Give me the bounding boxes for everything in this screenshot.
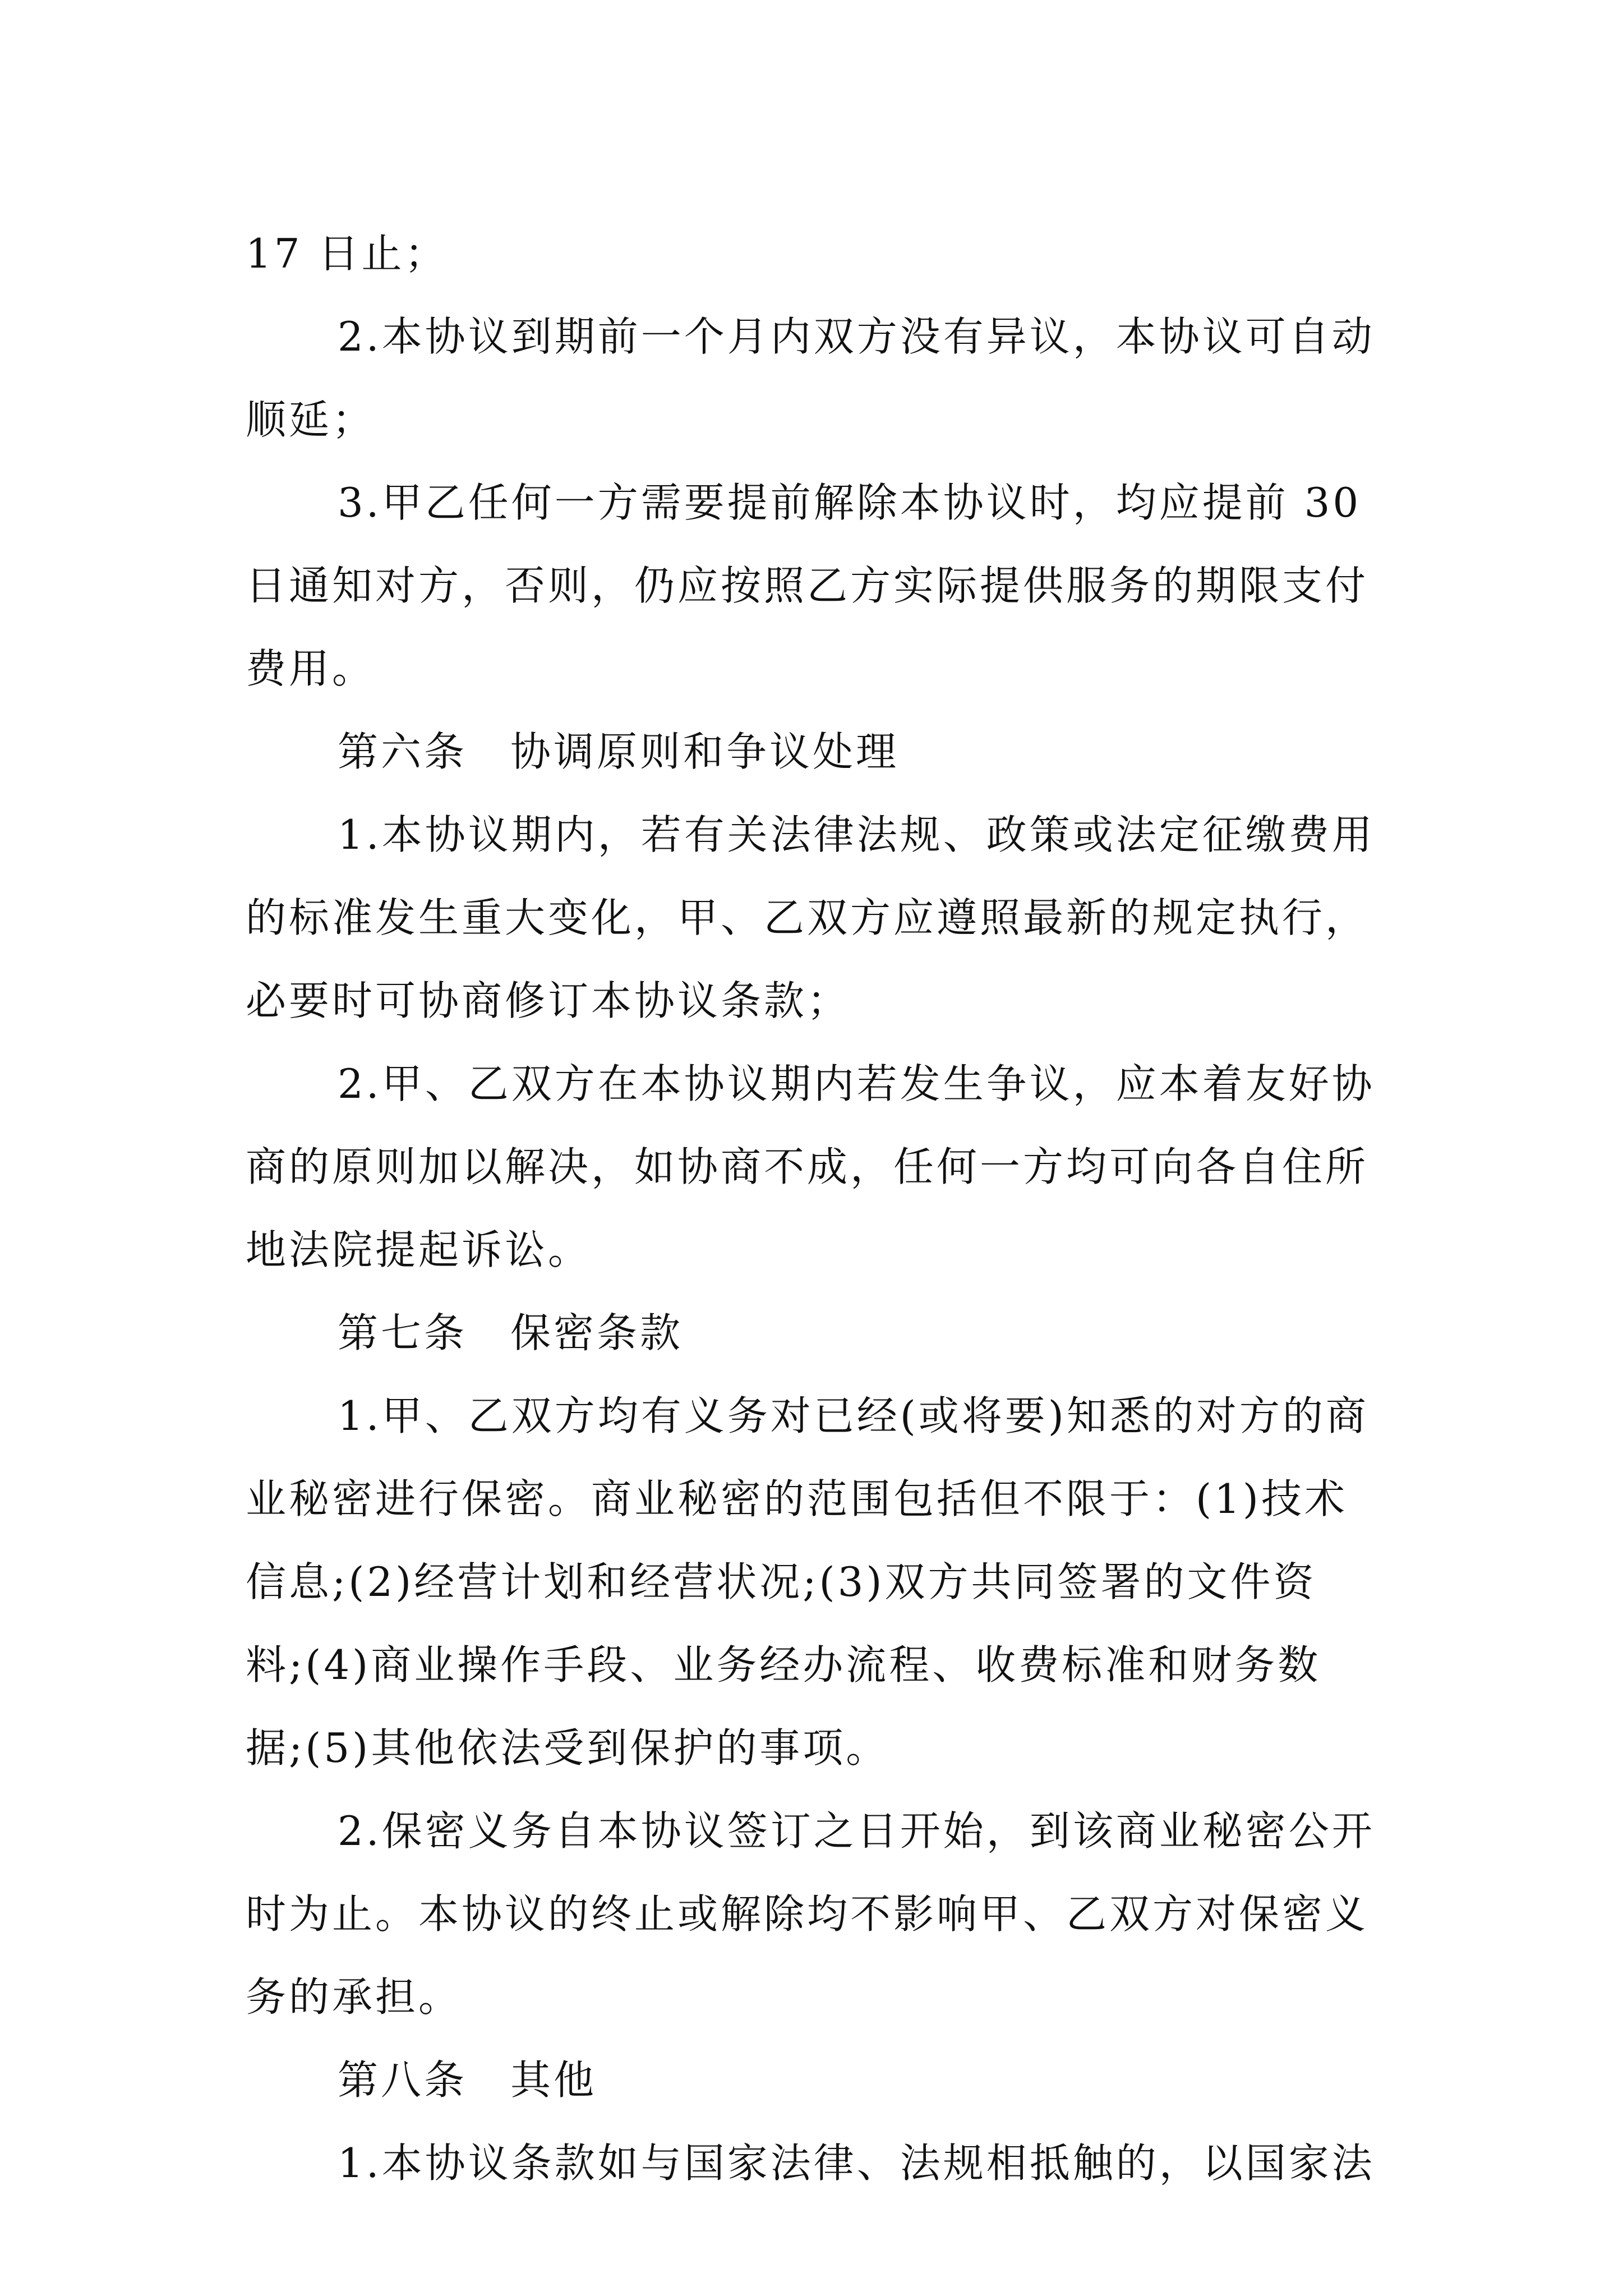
- clause-item: 3.甲乙任何一方需要提前解除本协议时，均应提前 30: [338, 479, 1362, 526]
- clause-item: 2.甲、乙双方在本协议期内若发生争议，应本着友好协: [338, 1060, 1375, 1107]
- article-heading: 第七条 保密条款: [338, 1309, 684, 1356]
- article-heading: 第八条 其他: [338, 2056, 597, 2104]
- clause-item: 1.本协议期内，若有关法律法规、政策或法定征缴费用: [338, 811, 1375, 858]
- clause-item: 1.甲、乙双方均有义务对已经(或将要)知悉的对方的商: [338, 1392, 1369, 1439]
- text-line: 地法院提起诉讼。: [246, 1226, 592, 1273]
- document-body: [246, 212, 1390, 2205]
- text-line: 业秘密进行保密。商业秘密的范围包括但不限于：(1)技术: [246, 1475, 1348, 1522]
- clause-item: 2.保密义务自本协议签订之日开始，到该商业秘密公开: [338, 1807, 1375, 1855]
- article-heading: 第六条 协调原则和争议处理: [338, 728, 900, 775]
- text-line: 信息;(2)经营计划和经营状况;(3)双方共同签署的文件资: [246, 1558, 1317, 1605]
- text-line: 务的承担。: [246, 1973, 462, 2021]
- text-line: 费用。: [246, 645, 376, 692]
- clause-item: 2.本协议到期前一个月内双方没有异议，本协议可自动: [338, 313, 1375, 360]
- text-line: 的标准发生重大变化，甲、乙双方应遵照最新的规定执行，: [246, 894, 1369, 941]
- text-line: 日通知对方，否则，仍应按照乙方实际提供服务的期限支付: [246, 562, 1369, 609]
- text-line: 顺延；: [246, 396, 376, 443]
- clause-item: 1.本协议条款如与国家法律、法规相抵触的，以国家法: [338, 2139, 1375, 2187]
- text-line: 17 日止；: [246, 230, 448, 277]
- text-line: 料;(4)商业操作手段、业务经办流程、收费标准和财务数: [246, 1641, 1321, 1688]
- text-line: 商的原则加以解决，如协商不成，任何一方均可向各自住所: [246, 1143, 1369, 1190]
- text-line: 时为止。本协议的终止或解除均不影响甲、乙双方对保密义: [246, 1890, 1369, 1938]
- text-line: 必要时可协商修订本协议条款；: [246, 977, 851, 1024]
- text-line: 据;(5)其他依法受到保护的事项。: [246, 1724, 889, 1772]
